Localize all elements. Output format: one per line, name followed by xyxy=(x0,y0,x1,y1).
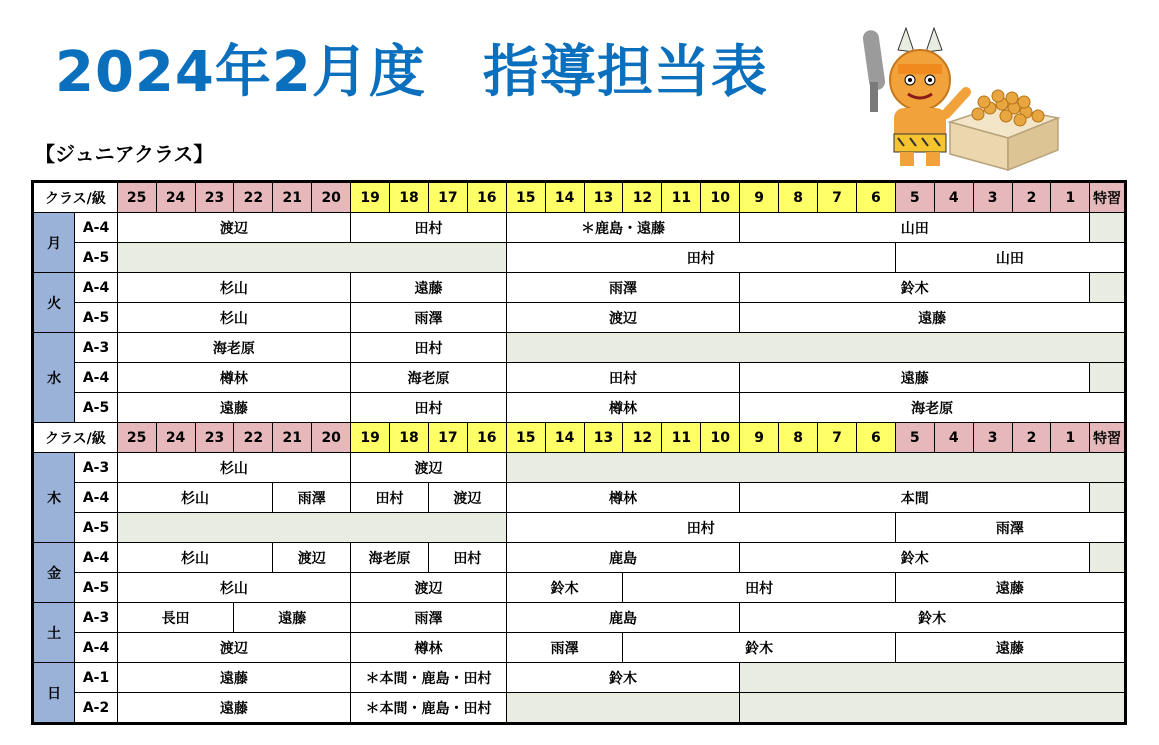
day-cell: 土 xyxy=(33,603,75,663)
grade-cell: 17 xyxy=(428,182,467,213)
schedule-row xyxy=(33,393,1126,423)
instructor-cell: 樽林 xyxy=(506,393,739,423)
level-cell: A-2 xyxy=(75,693,117,724)
level-cell: A-5 xyxy=(75,303,117,333)
instructor-cell: 杉山 xyxy=(117,453,350,483)
grade-cell: 10 xyxy=(701,423,740,453)
instructor-cell: 遠藤 xyxy=(895,573,1125,603)
grade-cell: 12 xyxy=(623,423,662,453)
instructor-cell: 鈴木 xyxy=(506,573,623,603)
instructor-cell: 田村 xyxy=(623,573,895,603)
empty-cell xyxy=(740,663,1126,693)
empty-cell xyxy=(1090,273,1126,303)
class-grade-label: クラス/級 xyxy=(33,423,118,453)
instructor-cell: 長田 xyxy=(117,603,234,633)
special-class-cell: 特習 xyxy=(1090,182,1126,213)
schedule-row xyxy=(33,333,1126,363)
instructor-cell: 海老原 xyxy=(351,543,429,573)
instructor-cell: 杉山 xyxy=(117,573,350,603)
instructor-cell: 杉山 xyxy=(117,273,350,303)
empty-cell xyxy=(1090,213,1126,243)
instructor-cell: 田村 xyxy=(506,243,895,273)
day-cell: 木 xyxy=(33,453,75,543)
grade-cell: 13 xyxy=(584,423,623,453)
instructor-cell: 雨澤 xyxy=(273,483,351,513)
level-cell: A-5 xyxy=(75,513,117,543)
grade-cell: 1 xyxy=(1051,423,1090,453)
instructor-cell: ＊本間・鹿島・田村 xyxy=(351,663,507,693)
special-class-cell: 特習 xyxy=(1090,423,1126,453)
grade-cell: 5 xyxy=(895,423,934,453)
instructor-cell: 渡辺 xyxy=(117,633,350,663)
instructor-cell: 杉山 xyxy=(117,303,350,333)
schedule-row xyxy=(33,693,1126,724)
instructor-cell: 田村 xyxy=(351,213,507,243)
empty-cell xyxy=(506,453,1125,483)
level-cell: A-1 xyxy=(75,663,117,693)
grade-cell: 4 xyxy=(934,423,973,453)
grade-cell: 15 xyxy=(506,423,545,453)
instructor-cell: 海老原 xyxy=(351,363,507,393)
schedule-row xyxy=(33,243,1126,273)
level-cell: A-3 xyxy=(75,453,117,483)
level-cell: A-5 xyxy=(75,573,117,603)
grade-cell: 22 xyxy=(234,423,273,453)
instructor-cell: 鈴木 xyxy=(623,633,895,663)
instructor-cell: 遠藤 xyxy=(740,303,1126,333)
day-cell: 月 xyxy=(33,213,75,273)
instructor-cell: 杉山 xyxy=(117,543,273,573)
schedule-row xyxy=(33,633,1126,663)
level-cell: A-5 xyxy=(75,243,117,273)
instructor-cell: 遠藤 xyxy=(117,393,350,423)
level-cell: A-5 xyxy=(75,393,117,423)
instructor-cell: ＊鹿島・遠藤 xyxy=(506,213,739,243)
level-cell: A-4 xyxy=(75,633,117,663)
grade-cell: 20 xyxy=(312,423,351,453)
day-cell: 金 xyxy=(33,543,75,603)
instructor-cell: 遠藤 xyxy=(351,273,507,303)
grade-cell: 24 xyxy=(156,182,195,213)
grade-cell: 25 xyxy=(117,423,156,453)
grade-cell: 3 xyxy=(973,423,1012,453)
instructor-cell: 田村 xyxy=(428,543,506,573)
schedule-row xyxy=(33,573,1126,603)
instructor-cell: 山田 xyxy=(740,213,1090,243)
level-cell: A-3 xyxy=(75,333,117,363)
grade-cell: 1 xyxy=(1051,182,1090,213)
instructor-cell: 田村 xyxy=(351,483,429,513)
level-cell: A-4 xyxy=(75,363,117,393)
level-cell: A-4 xyxy=(75,543,117,573)
grade-cell: 16 xyxy=(467,423,506,453)
schedule-table xyxy=(31,180,1127,725)
grade-cell: 20 xyxy=(312,182,351,213)
schedule-row xyxy=(33,273,1126,303)
grade-cell: 12 xyxy=(623,182,662,213)
instructor-cell: 渡辺 xyxy=(351,453,507,483)
empty-cell xyxy=(506,333,1125,363)
instructor-cell: 遠藤 xyxy=(117,693,350,724)
day-cell: 火 xyxy=(33,273,75,333)
section-subtitle: 【ジュニアクラス】 xyxy=(35,142,214,166)
instructor-cell: 山田 xyxy=(895,243,1125,273)
schedule-row xyxy=(33,543,1126,573)
instructor-cell: 鈴木 xyxy=(740,543,1090,573)
schedule-row xyxy=(33,303,1126,333)
grade-cell: 11 xyxy=(662,182,701,213)
instructor-cell: 雨澤 xyxy=(506,633,623,663)
schedule-row xyxy=(33,213,1126,243)
empty-cell xyxy=(1090,363,1126,393)
grade-cell: 6 xyxy=(856,423,895,453)
grade-cell: 10 xyxy=(701,182,740,213)
grade-cell: 21 xyxy=(273,423,312,453)
empty-cell xyxy=(506,693,739,724)
schedule-row xyxy=(33,453,1126,483)
empty-cell xyxy=(1090,483,1126,513)
instructor-cell: 渡辺 xyxy=(506,303,739,333)
instructor-cell: 海老原 xyxy=(117,333,350,363)
instructor-cell: 本間 xyxy=(740,483,1090,513)
instructor-cell: 遠藤 xyxy=(740,363,1090,393)
grade-cell: 6 xyxy=(856,182,895,213)
grade-cell: 9 xyxy=(740,423,779,453)
instructor-cell: 樽林 xyxy=(117,363,350,393)
instructor-cell: ＊本間・鹿島・田村 xyxy=(351,693,507,724)
day-cell: 水 xyxy=(33,333,75,423)
grade-cell: 4 xyxy=(934,182,973,213)
instructor-cell: 田村 xyxy=(351,393,507,423)
instructor-cell: 雨澤 xyxy=(351,303,507,333)
level-cell: A-4 xyxy=(75,273,117,303)
page-title: 2024年2月度 指導担当表 xyxy=(55,40,768,105)
grade-cell: 9 xyxy=(740,182,779,213)
grade-cell: 2 xyxy=(1012,423,1051,453)
level-cell: A-4 xyxy=(75,213,117,243)
grade-cell: 23 xyxy=(195,182,234,213)
instructor-cell: 雨澤 xyxy=(895,513,1125,543)
grade-cell: 16 xyxy=(467,182,506,213)
grade-cell: 8 xyxy=(779,182,818,213)
grade-cell: 2 xyxy=(1012,182,1051,213)
grade-cell: 19 xyxy=(351,182,390,213)
grade-cell: 25 xyxy=(117,182,156,213)
level-cell: A-4 xyxy=(75,483,117,513)
instructor-cell: 渡辺 xyxy=(428,483,506,513)
instructor-cell: 田村 xyxy=(506,513,895,543)
schedule-row xyxy=(33,363,1126,393)
empty-cell xyxy=(740,693,1126,724)
schedule-row xyxy=(33,663,1126,693)
instructor-cell: 渡辺 xyxy=(351,573,507,603)
grade-cell: 24 xyxy=(156,423,195,453)
instructor-cell: 鹿島 xyxy=(506,603,739,633)
instructor-cell: 海老原 xyxy=(740,393,1126,423)
empty-cell xyxy=(117,243,506,273)
instructor-cell: 田村 xyxy=(351,333,507,363)
instructor-cell: 渡辺 xyxy=(273,543,351,573)
instructor-cell: 遠藤 xyxy=(895,633,1125,663)
grade-cell: 17 xyxy=(428,423,467,453)
grade-cell: 5 xyxy=(895,182,934,213)
instructor-cell: 遠藤 xyxy=(234,603,351,633)
schedule-row xyxy=(33,483,1126,513)
class-grade-label: クラス/級 xyxy=(33,182,118,213)
grade-cell: 11 xyxy=(662,423,701,453)
instructor-cell: 雨澤 xyxy=(506,273,739,303)
grade-cell: 14 xyxy=(545,423,584,453)
instructor-cell: 渡辺 xyxy=(117,213,350,243)
grade-cell: 15 xyxy=(506,182,545,213)
empty-cell xyxy=(1090,543,1126,573)
instructor-cell: 鈴木 xyxy=(740,603,1126,633)
grade-cell: 21 xyxy=(273,182,312,213)
instructor-cell: 樽林 xyxy=(506,483,739,513)
day-cell: 日 xyxy=(33,663,75,724)
instructor-cell: 雨澤 xyxy=(351,603,507,633)
grade-header-row xyxy=(33,423,1126,453)
grade-cell: 19 xyxy=(351,423,390,453)
grade-cell: 18 xyxy=(390,423,429,453)
grade-cell: 13 xyxy=(584,182,623,213)
instructor-cell: 鹿島 xyxy=(506,543,739,573)
grade-cell: 22 xyxy=(234,182,273,213)
instructor-cell: 樽林 xyxy=(351,633,507,663)
grade-cell: 3 xyxy=(973,182,1012,213)
level-cell: A-3 xyxy=(75,603,117,633)
empty-cell xyxy=(117,513,506,543)
grade-cell: 23 xyxy=(195,423,234,453)
instructor-cell: 杉山 xyxy=(117,483,273,513)
grade-cell: 14 xyxy=(545,182,584,213)
instructor-cell: 遠藤 xyxy=(117,663,350,693)
schedule-row xyxy=(33,513,1126,543)
grade-cell: 7 xyxy=(818,182,857,213)
grade-header-row xyxy=(33,182,1126,213)
grade-cell: 8 xyxy=(779,423,818,453)
schedule-row xyxy=(33,603,1126,633)
oni-mamemaki-illustration xyxy=(858,22,1078,172)
grade-cell: 18 xyxy=(390,182,429,213)
instructor-cell: 田村 xyxy=(506,363,739,393)
instructor-cell: 鈴木 xyxy=(506,663,739,693)
instructor-cell: 鈴木 xyxy=(740,273,1090,303)
grade-cell: 7 xyxy=(818,423,857,453)
